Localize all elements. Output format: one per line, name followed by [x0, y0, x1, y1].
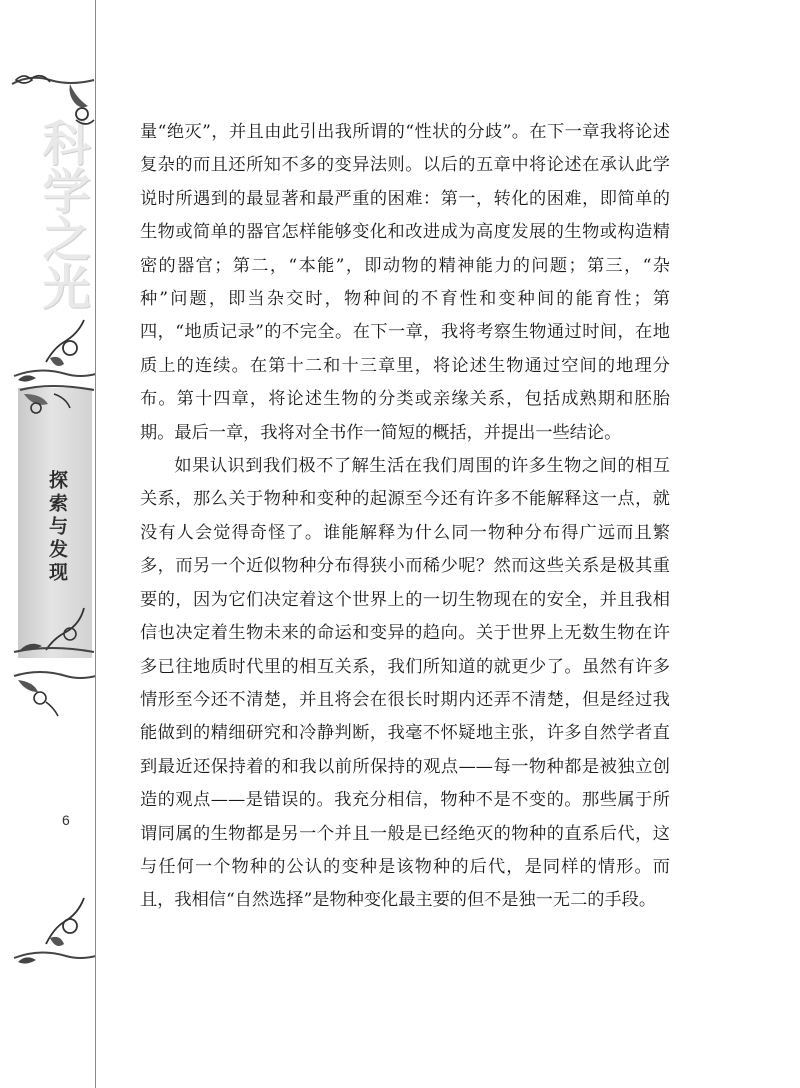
- ornament-top-icon: [10, 70, 96, 130]
- ornament-section-top-icon: [10, 384, 96, 424]
- paragraph-2: 如果认识到我们极不了解生活在我们周围的许多生物之间的相互关系，那么关于物种和变种的起源至今还有许多不能解释这一点，就没有人会觉得奇怪了。谁能解释为什么同一物种分布得广远而且繁多，而另一个近似物种分布得狭小而稀少呢？然而这些关系是极其重要的，因为它们决定着这个世界上的一切生物现在的安全，并且我相信也决定着生物未来的命运和变异的趋向。关于世界上无数生物在许多已往地质时代里的相互关系，我们所知道的就更少了。虽然有许多情形至今还不清楚，并且将会在很长时期内还弄不清楚，但是经过我能做到的精细研究和冷静判断，我毫不怀疑地主张，许多自然学者直到最近还保持着的和我以前所保持的观点——每一物种都是被独立创造的观点——是错误的。我充分相信，物种不是不变的。那些属于所谓同属的生物都是另一个并且一般是已经绝灭的物种的直系后代，这与任何一个物种的公认的变种是该物种的后代，是同样的情形。而且，我相信“自然选择”是物种变化最主要的但不是独一无二的手段。: [140, 456, 670, 911]
- ornament-middle-lower-icon: [10, 668, 96, 718]
- page-number: 6: [62, 812, 70, 828]
- paragraph-1: 量“绝灭”，并且由此引出我所谓的“性状的分歧”。在下一章我将论述复杂的而且还所知不多的变异法则。以后的五章中将论述在承认此学说时所遇到的最显著和最严重的困难：第一，转化的困难，即简单的生物或简单的器官怎样能够变化和改进成为高度发展的生物或构造精密的器官；第二，“本能”，即动物的精神能力的问题；第三，“杂种”问题，即当杂交时，物种间的不育性和变种间的能育性；第四，“地质记录”的不完全。在下一章，我将考察生物通过时间，在地质上的连续。在第十二和十三章里，将论述生物通过空间的地理分布。第十四章，将论述生物的分类或亲缘关系，包括成熟期和胚胎期。最后一章，我将对全书作一简短的概括，并提出一些结论。: [140, 122, 670, 443]
- ornament-section-bottom-icon: [10, 606, 96, 658]
- section-label: 探索与发现: [46, 470, 68, 585]
- margin-rule: [95, 0, 96, 1088]
- ornament-middle-upper-icon: [10, 318, 96, 388]
- ornament-bottom-icon: [10, 896, 96, 968]
- sidebar: [0, 0, 97, 1088]
- body-text: [140, 116, 670, 918]
- series-title: 科学之光: [34, 118, 90, 310]
